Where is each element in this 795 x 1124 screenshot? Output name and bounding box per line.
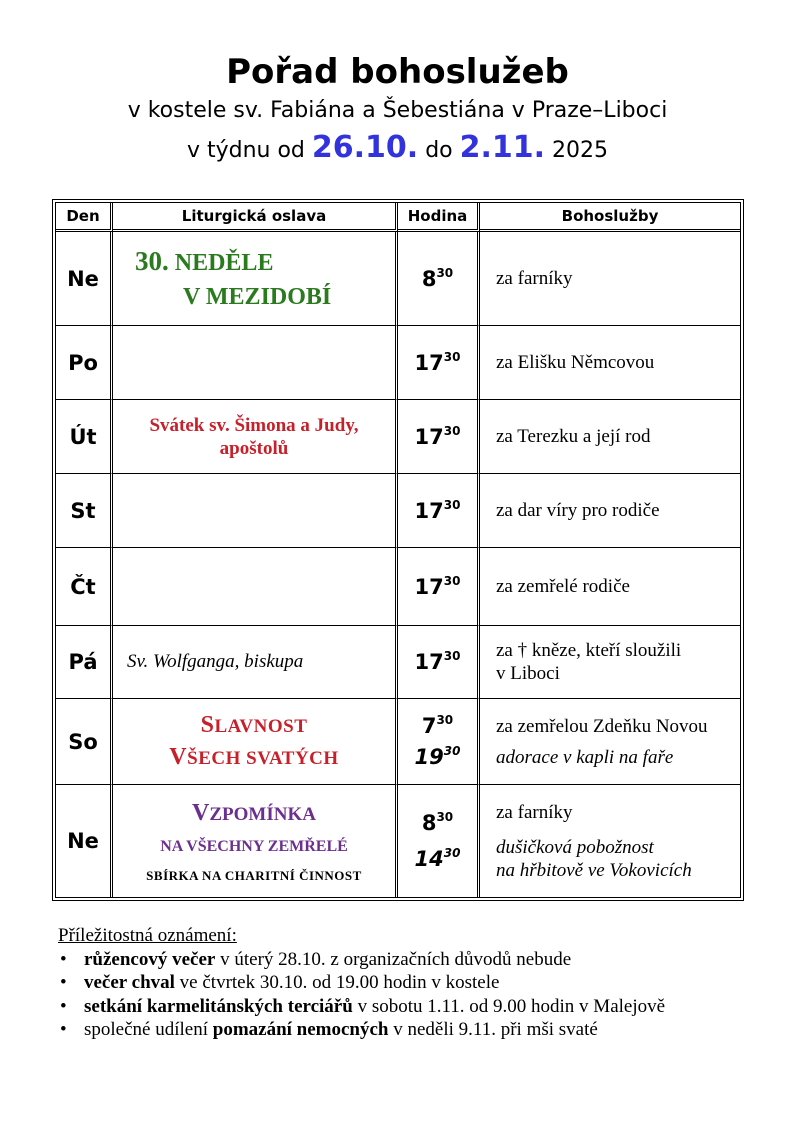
celebration-line xyxy=(113,244,395,280)
table-header-row xyxy=(56,203,740,232)
day-cell: St xyxy=(56,474,113,548)
celebration-cell xyxy=(113,699,398,785)
celebration-text: LAVNOST xyxy=(214,715,308,737)
hour-minutes: 30 xyxy=(436,810,454,824)
hour-minutes: 30 xyxy=(443,743,461,758)
day-cell: Čt xyxy=(56,548,113,626)
hour-value: 14 xyxy=(414,847,444,871)
hour-cell xyxy=(398,785,480,897)
table-row xyxy=(56,548,740,626)
hour-minutes: 30 xyxy=(436,265,454,280)
celebration-cell xyxy=(113,474,398,548)
hour-value: 17 xyxy=(414,574,444,599)
announcement-text: společné udílení xyxy=(84,1019,213,1040)
bullet: • xyxy=(60,995,67,1017)
bullet: • xyxy=(60,1019,67,1040)
announcement-text: v neděli 9.11. při mši svaté xyxy=(388,1019,598,1040)
table-row xyxy=(56,699,740,785)
day-cell: Ne xyxy=(56,785,113,897)
hour-minutes: 30 xyxy=(443,649,461,663)
hour-minutes: 30 xyxy=(443,423,461,438)
celebration-cell xyxy=(113,548,398,626)
service-cell: za Elišku Němcovou xyxy=(480,326,740,400)
hour-value: 17 xyxy=(414,424,444,449)
table-row xyxy=(56,474,740,548)
service-line: za † kněze, kteří sloužili xyxy=(496,640,682,661)
column-header-day: Den xyxy=(56,203,113,232)
hour-cell xyxy=(398,699,480,785)
hour-line xyxy=(398,742,477,773)
page-title: Pořad bohoslužeb xyxy=(226,52,569,92)
column-header-services: Bohoslužby xyxy=(480,203,740,232)
service-cell: za dar víry pro rodiče xyxy=(480,474,740,548)
date-to: 2.11. xyxy=(459,130,546,165)
church-subtitle: v kostele sv. Fabiána a Šebestiána v Praze–Liboci xyxy=(127,98,668,123)
celebration-initial: V xyxy=(169,743,188,770)
celebration-line: Svátek sv. Šimona a Judy, xyxy=(149,414,359,436)
week-year: 2025 xyxy=(552,138,609,163)
table-row xyxy=(56,400,740,474)
hour-minutes: 30 xyxy=(443,497,461,512)
service-line: dušičková pobožnost xyxy=(496,836,654,858)
celebration-line xyxy=(113,831,395,862)
celebration-cell xyxy=(113,326,398,400)
celebration-line xyxy=(113,710,395,742)
service-cell xyxy=(480,699,740,785)
celebration-initial: V xyxy=(192,800,210,826)
service-line: na hřbitově ve Vokovicích xyxy=(496,859,692,881)
service-cell xyxy=(480,626,740,699)
celebration-cell: Sv. Wolfganga, biskupa xyxy=(113,626,398,699)
celebration-initial: S xyxy=(200,711,215,738)
list-item xyxy=(58,948,758,972)
service-cell xyxy=(480,785,740,897)
service-cell: za farníky xyxy=(480,232,740,326)
hour-minutes: 30 xyxy=(443,349,461,364)
celebration-text: NA VŠECHNY ZEMŘELÉ xyxy=(160,838,348,855)
day-cell: Ne xyxy=(56,232,113,326)
hour-minutes: 30 xyxy=(436,712,454,727)
day-cell: So xyxy=(56,699,113,785)
celebration-cell xyxy=(113,232,398,326)
list-item xyxy=(58,971,758,995)
hour-value: 8 xyxy=(421,811,437,835)
celebration-line: apoštolů xyxy=(219,437,289,459)
bullet: • xyxy=(60,948,67,970)
week-mid: do xyxy=(425,138,453,163)
bullet: • xyxy=(60,972,67,993)
hour-value: 17 xyxy=(414,350,444,375)
service-line: v Liboci xyxy=(496,663,560,684)
hour-cell xyxy=(398,326,480,400)
hour-value: 8 xyxy=(421,266,437,291)
service-cell: za zemřelé rodiče xyxy=(480,548,740,626)
day-cell: Po xyxy=(56,326,113,400)
announcements-list xyxy=(58,948,758,1042)
service-line: za farníky xyxy=(496,801,573,823)
date-from: 26.10. xyxy=(311,130,419,165)
day-cell: Út xyxy=(56,400,113,474)
column-header-celebration: Liturgická oslava xyxy=(113,203,398,232)
celebration-text: ŠECH SVATÝCH xyxy=(187,747,339,769)
hour-line xyxy=(398,805,477,841)
table-row xyxy=(56,626,740,699)
week-prefix: v týdnu od xyxy=(186,138,305,163)
table-row xyxy=(56,326,740,400)
hour-minutes: 30 xyxy=(443,846,461,860)
service-line: adorace v kapli na faře xyxy=(496,746,674,768)
hour-minutes: 30 xyxy=(443,573,461,588)
hour-line xyxy=(398,841,477,877)
celebration-text: NEDĚLE xyxy=(174,249,274,276)
column-header-hour: Hodina xyxy=(398,203,480,232)
celebration-number: 30. xyxy=(135,245,169,276)
announcement-bold: večer chval xyxy=(84,972,175,993)
collection-note: SBÍRKA NA CHARITNÍ ČINNOST xyxy=(146,868,362,883)
schedule-table xyxy=(52,199,744,901)
hour-cell xyxy=(398,400,480,474)
table-row xyxy=(56,785,740,897)
week-range xyxy=(0,130,795,165)
celebration-line: V MEZIDOBÍ xyxy=(183,283,332,310)
announcement-text: v úterý 28.10. z organizačních důvodů nebude xyxy=(215,948,572,970)
hour-line xyxy=(398,711,477,742)
celebration-line xyxy=(113,742,395,774)
announcement-text: ve čtvrtek 30.10. od 19.00 hodin v kostele xyxy=(174,972,500,993)
service-line: za zemřelou Zdeňku Novou xyxy=(496,715,708,737)
announcement-bold: pomazání nemocných xyxy=(212,1019,389,1040)
hour-cell xyxy=(398,626,480,699)
hour-value: 7 xyxy=(421,713,437,738)
announcement-text: v sobotu 1.11. od 9.00 hodin v Malejově xyxy=(352,995,666,1017)
announcement-bold: setkání karmelitánských terciářů xyxy=(84,995,353,1017)
list-item xyxy=(58,1018,758,1042)
day-cell: Pá xyxy=(56,626,113,699)
announcements-heading: Příležitostná oznámení: xyxy=(58,925,237,946)
hour-cell xyxy=(398,474,480,548)
celebration-cell xyxy=(113,785,398,897)
service-cell: za Terezku a její rod xyxy=(480,400,740,474)
hour-cell xyxy=(398,548,480,626)
table-row xyxy=(56,232,740,326)
announcement-bold: růžencový večer xyxy=(84,948,216,970)
celebration-line xyxy=(113,798,395,831)
hour-value: 19 xyxy=(414,744,444,769)
hour-cell xyxy=(398,232,480,326)
hour-value: 17 xyxy=(414,498,444,523)
list-item xyxy=(58,995,758,1019)
celebration-text: ZPOMÍNKA xyxy=(209,804,316,825)
announcements xyxy=(58,924,758,1042)
hour-value: 17 xyxy=(414,650,444,674)
celebration-cell xyxy=(113,400,398,474)
